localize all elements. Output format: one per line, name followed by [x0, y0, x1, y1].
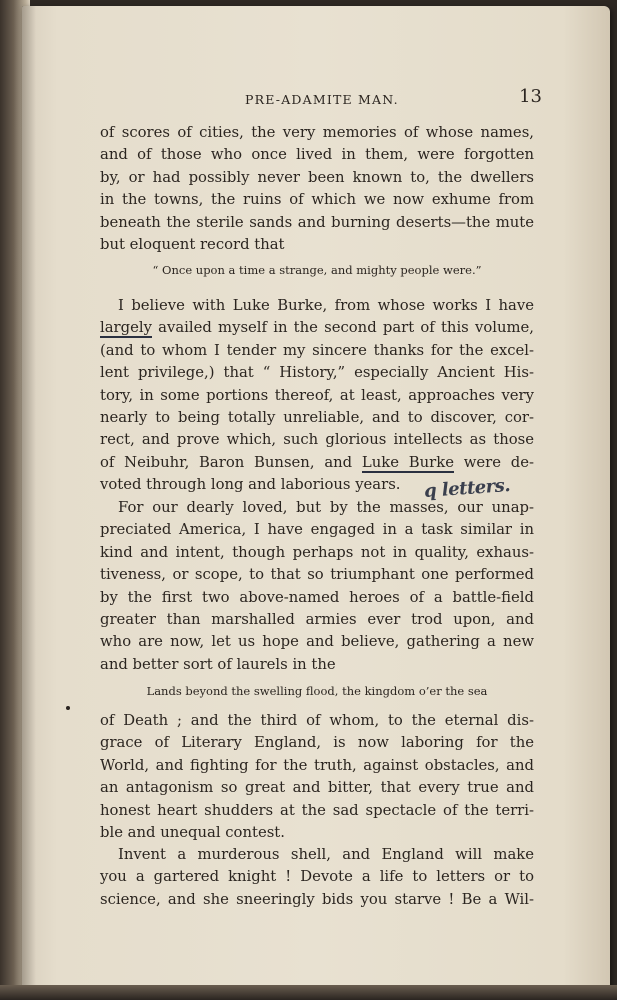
running-head: PRE-ADAMITE MAN.: [245, 92, 399, 107]
paragraph-continued: [100, 122, 534, 256]
text-line: who are now, let us hope and believe, gathering a new: [100, 633, 534, 651]
text-line: and of those who once lived in them, were forgotten: [100, 146, 534, 164]
text-line: of scores of cities, the very memories of whose names,: [100, 124, 534, 141]
text-line: I believe with Luke Burke, from whose works I have: [118, 297, 534, 314]
quotation-line: Lands beyond the swelling flood, the kingdom o’er the sea: [146, 684, 488, 698]
text-line: Invent a murderous shell, and England will make: [118, 846, 534, 863]
handwritten-annotation: q letters.: [423, 475, 511, 502]
text-line: rect, and prove which, such glorious intellects as those: [100, 431, 534, 449]
text-line: lent privilege,) that “ History,” especially Ancient His-: [100, 364, 534, 382]
text-line: an antagonism so great and bitter, that every true and: [100, 779, 534, 797]
ink-dot: [66, 706, 70, 710]
text-line: but eloquent record that: [100, 235, 285, 253]
text-line: of Neibuhr, Baron Bunsen, and Luke Burke were de-: [100, 453, 535, 471]
text-line: of Death ; and the third of whom, to the eternal dis-: [100, 712, 534, 729]
pen-underlined-word: largely: [100, 319, 152, 337]
text-line: and better sort of laurels in the: [100, 655, 336, 673]
text-line: For our dearly loved, but by the masses, our unap-: [118, 499, 534, 516]
text-line: World, and fighting for the truth, against obstacles, and: [100, 756, 534, 774]
paragraph-america: [100, 497, 534, 676]
paragraph-death: [100, 710, 534, 844]
text-line: nearly to being totally unreliable, and to discover, cor-: [100, 408, 534, 426]
pen-underlined-name: Luke Burke: [361, 453, 454, 471]
text-line: ble and unequal contest.: [100, 823, 285, 841]
paragraph-england: [100, 844, 534, 911]
page-header: [100, 86, 542, 110]
quotation-line: “ Once upon a time a strange, and mighty people were.”: [152, 263, 482, 277]
text-line: science, and she sneeringly bids you starve ! Be a Wil-: [100, 890, 534, 908]
text-line: beneath the sterile sands and burning deserts—the mute: [100, 213, 534, 231]
text-line: grace of Literary England, is now laboring for the: [100, 734, 534, 752]
text-line: by the first two above-named heroes of a battle-field: [100, 588, 534, 606]
text-line: greater than marshalled armies ever trod upon, and: [100, 610, 534, 628]
page-number: 13: [519, 86, 542, 107]
text-line: honest heart shudders at the sad spectacle of the terri-: [100, 801, 534, 819]
text-line: in the towns, the ruins of which we now exhume from: [100, 191, 534, 209]
text-line: (and to whom I tender my sincere thanks for the excel-: [100, 341, 534, 359]
text-line: tiveness, or scope, to that so triumphant one performed: [100, 566, 534, 584]
text-line: preciated America, I have engaged in a task similar in: [100, 521, 534, 539]
page-bottom-edge: [0, 985, 617, 1000]
text-line: by, or had possibly never been known to, the dwellers: [100, 168, 534, 186]
text-line: kind and intent, though perhaps not in quality, exhaus-: [100, 543, 534, 561]
text-line: largely availed myself in the second part of this volume,: [100, 319, 534, 337]
spine-shadow: [22, 6, 36, 992]
paragraph-luke-burke: [100, 295, 534, 497]
text-line: tory, in some portions thereof, at least, approaches very: [100, 386, 534, 404]
text-line: voted through long and laborious years.: [100, 476, 401, 494]
text-line: you a gartered knight ! Devote a life to letters or to: [100, 868, 534, 886]
